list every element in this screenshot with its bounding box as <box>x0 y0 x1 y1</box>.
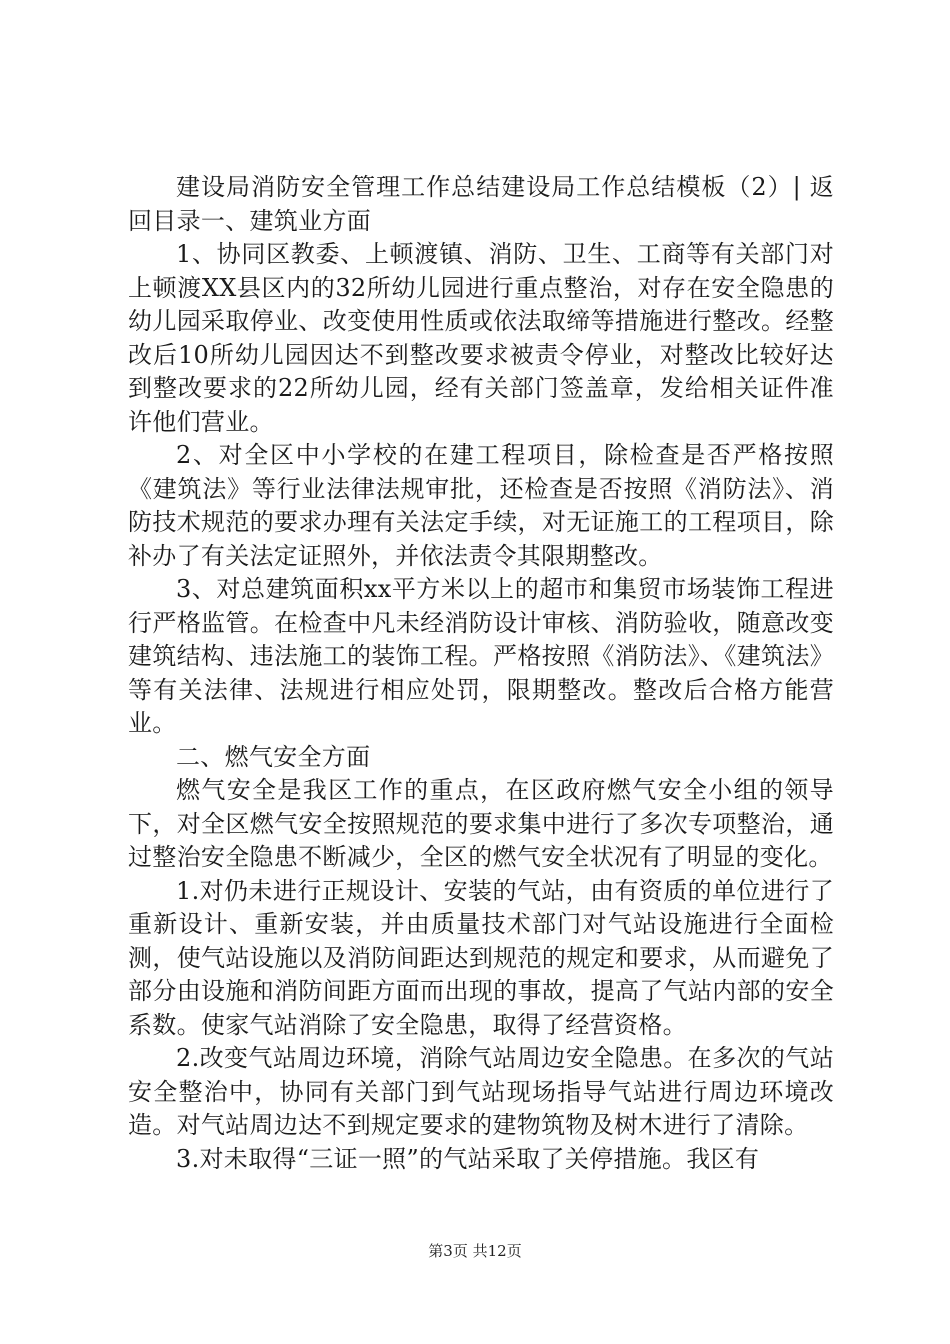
paragraph: 1、协同区教委、上顿渡镇、消防、卫生、工商等有关部门对上顿渡XX县区内的32所幼儿园进行重点整治，对存在安全隐患的幼儿园采取停业、改变使用性质或依法取缔等措施进行整改。经整改后10所幼儿园因达不到整改要求被责令停业，对整改比较好达到整改要求的22所幼儿园，经有关部门签盖章，发给相关证件准许他们营业。 <box>128 240 834 436</box>
paragraph: 2.改变气站周边环境，消除气站周边安全隐患。在多次的气站安全整治中，协同有关部门到气站现场指导气站进行周边环境改造。对气站周边达不到规定要求的建物筑物及树木进行了清除。 <box>128 1044 834 1139</box>
paragraph: 3.对未取得“三证一照”的气站采取了关停措施。我区有 <box>176 1144 760 1173</box>
paragraph: 燃气安全是我区工作的重点，在区政府燃气安全小组的领导下，对全区燃气安全按照规范的要求集中进行了多次专项整治，通过整治安全隐患不断减少，全区的燃气安全状况有了明显的变化。 <box>128 776 834 871</box>
paragraph-title: 建设局消防安全管理工作总结建设局工作总结模板（2）| 返回目录一、建筑业方面 <box>128 173 834 235</box>
page-number-footer: 第3页 共12页 <box>428 1242 522 1260</box>
document-body <box>128 171 834 1176</box>
paragraph: 2、对全区中小学校的在建工程项目，除检查是否严格按照《建筑法》等行业法律法规审批，还检查是否按照《消防法》、消防技术规范的要求办理有关法定手续，对无证施工的工程项目，除补办了有关法定证照外，并依法责令其限期整改。 <box>128 441 834 570</box>
paragraph: 1.对仍未进行正规设计、安装的气站，由有资质的单位进行了重新设计、重新安装，并由质量技术部门对气站设施进行全面检测，使气站设施以及消防间距达到规范的规定和要求，从而避免了部分由设施和消防间距方面而出现的事故，提高了气站内部的安全系数。使家气站消除了安全隐患，取得了经营资格。 <box>128 876 834 1039</box>
section-heading: 二、燃气安全方面 <box>176 742 371 771</box>
paragraph: 3、对总建筑面积xx平方米以上的超市和集贸市场装饰工程进行严格监管。在检查中凡未经消防设计审核、消防验收，随意改变建筑结构、违法施工的装饰工程。严格按照《消防法》、《建筑法》等有关法律、法规进行相应处罚，限期整改。整改后合格方能营业。 <box>128 575 834 737</box>
